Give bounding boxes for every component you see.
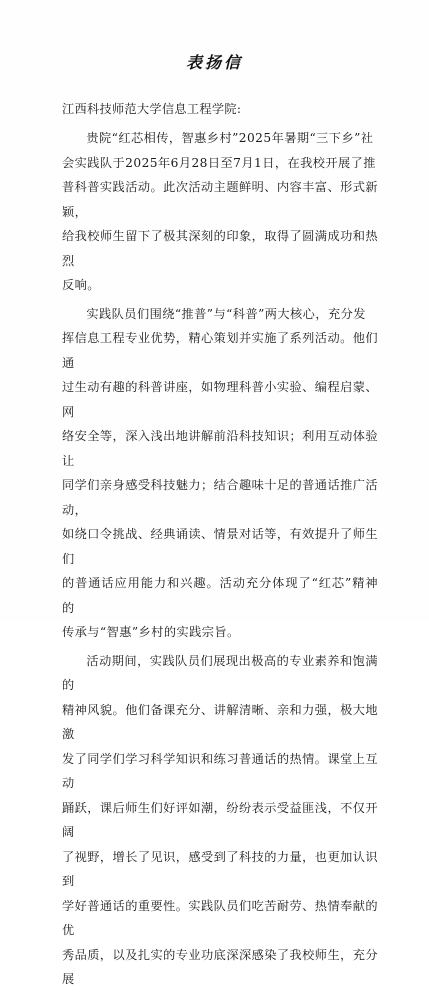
body-paragraph-1: 贵院“红芯相传，智惠乡村”2025年暑期“三下乡”社 会实践队于2025年6月28日至7月1日，在我校开展了推 普科普实践活动。此次活动主题鲜明、内容丰富、形式新颖， 给我校师生留下了极其深刻的印象，取得了圆满成功和热烈 反响。 (62, 131, 378, 292)
body-paragraph-3: 活动期间，实践队员们展现出极高的专业素养和饱满的 精神风貌。他们备课充分、讲解清晰、亲和力强，极大地激 发了同学们学习科学知识和练习普通话的热情。课堂上互动 踊跃，课后师生们好评如潮，纷纷表示受益匪浅，不仅开阔 了视野，增长了见识，感受到了科技的力量，也更加认识到 学好普通话的重要性。实践队员们吃苦耐劳、热情奉献的优 秀品质，以及扎实的专业功底深深感染了我校师生，充分展 (62, 653, 378, 986)
letter-title: 表扬信 (185, 53, 243, 72)
letter-salutation: 江西科技师范大学信息工程学院: (62, 102, 242, 116)
letter-body (62, 126, 378, 996)
body-paragraph-2: 实践队员们围绕“推普”与“科普”两大核心，充分发 挥信息工程专业优势，精心策划并实施了系列活动。他们通 过生动有趣的科普讲座，如物理科普小实验、编程启蒙、网 络安全等，深入浅出地讲解前沿科技知识；利用互动体验让 同学们亲身感受科技魅力；结合趣味十足的普通话推广活动， 如绕口令挑战、经典诵读、情景对话等，有效提升了师生们 的普通话应用能力和兴趣。活动充分体现了“红芯”精神的 传承与“智惠”乡村的实践宗旨。 (62, 306, 378, 639)
